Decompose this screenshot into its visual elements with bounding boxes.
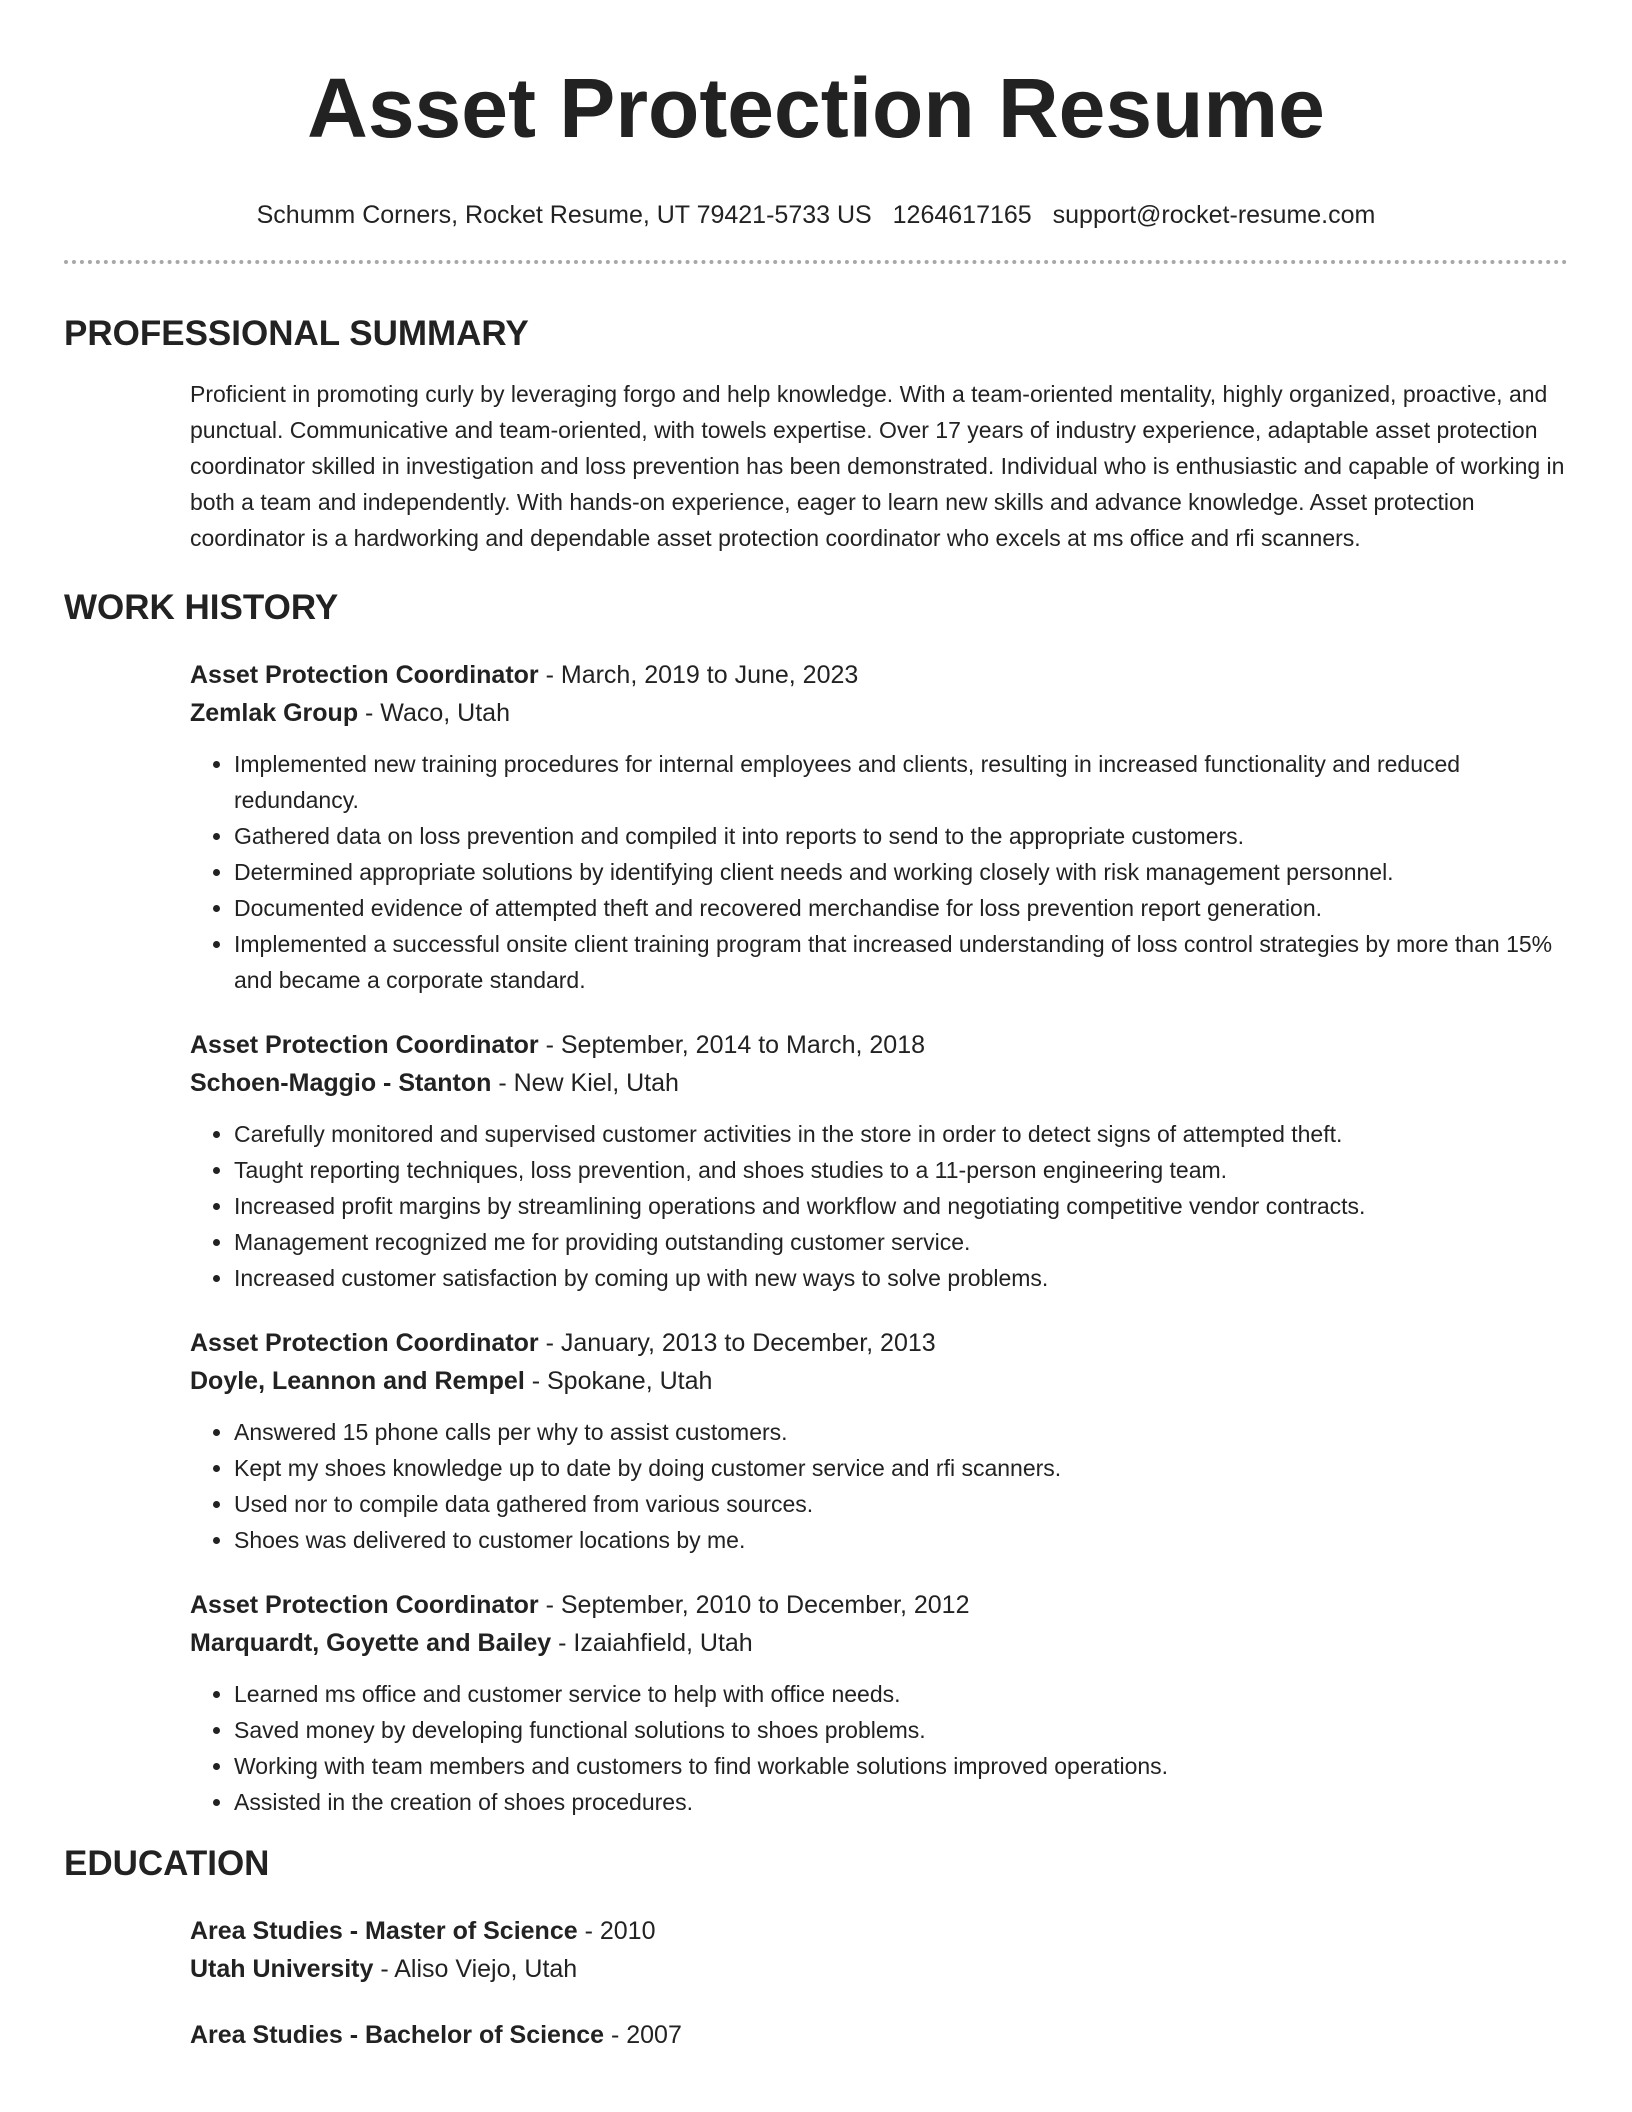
job-entry [190, 1586, 1568, 1820]
job-bullet: • Assisted in the creation of shoes procedures. [234, 1784, 1568, 1820]
contact-phone: 1264617165 [892, 201, 1032, 229]
job-title: Asset Protection Coordinator [190, 1031, 539, 1059]
job-entry [190, 1324, 1568, 1558]
job-bullet: • Answered 15 phone calls per why to assist customers. [234, 1414, 1568, 1450]
work-history-section [64, 586, 1568, 1820]
resume-title: Asset Protection Resume [307, 61, 1325, 155]
job-bullet: • Documented evidence of attempted theft and recovered merchandise for loss prevention report generation. [234, 890, 1568, 926]
job-bullet: • Carefully monitored and supervised customer activities in the store in order to detect signs of attempted theft. [234, 1116, 1568, 1152]
job-location: - Izaiahfield, Utah [551, 1629, 753, 1657]
job-company: Doyle, Leannon and Rempel [190, 1367, 525, 1395]
job-bullet: • Implemented a successful onsite client training program that increased understanding of loss control strategies by more than 15% and became a corporate standard. [234, 926, 1568, 998]
education-list [64, 1912, 1568, 2054]
job-company-line [190, 1064, 1568, 1102]
job-bullets [190, 1676, 1568, 1820]
job-bullet: • Saved money by developing functional solutions to shoes problems. [234, 1712, 1568, 1748]
education-location: - Aliso Viejo, Utah [373, 1955, 578, 1983]
education-entry [190, 1912, 1568, 1988]
job-company: Zemlak Group [190, 699, 359, 727]
job-location: - Spokane, Utah [524, 1367, 713, 1395]
job-list [64, 656, 1568, 1820]
header-divider [64, 260, 1568, 264]
contact-address: Schumm Corners, Rocket Resume, UT 79421-5733 US [256, 201, 872, 229]
contact-email: support@rocket-resume.com [1052, 201, 1376, 229]
job-bullet: • Increased profit margins by streamlining operations and workflow and negotiating competitive vendor contracts. [234, 1188, 1568, 1224]
job-dates: - September, 2010 to December, 2012 [538, 1591, 970, 1619]
summary-text: Proficient in promoting curly by leveraging forgo and help knowledge. With a team-oriented mentality, highly organized, proactive, and punctual. Communicative and team-oriented, with towels expertise. Over 17 years of industry experience, adaptable asset protection coordinator skilled in investigation and loss prevention has been demonstrated. Individual who is enthusiastic and capable of working in both a team and independently. With hands-on experience, eager to learn new skills and advance knowledge. Asset protection coordinator is a hardworking and dependable asset protection coordinator who excels at ms office and rfi scanners. [190, 381, 1565, 551]
education-degree: Area Studies - Bachelor of Science [190, 2021, 605, 2049]
job-company-line [190, 1362, 1568, 1400]
job-title: Asset Protection Coordinator [190, 1591, 539, 1619]
job-location: - Waco, Utah [358, 699, 510, 727]
job-bullet: • Learned ms office and customer service to help with office needs. [234, 1676, 1568, 1712]
education-school: Utah University [190, 1955, 374, 1983]
education-entry [190, 2016, 1568, 2054]
job-title-line [190, 1586, 1568, 1624]
job-bullets [190, 1414, 1568, 1558]
job-company-line [190, 694, 1568, 732]
job-title: Asset Protection Coordinator [190, 661, 539, 689]
job-title-line [190, 1324, 1568, 1362]
education-degree: Area Studies - Master of Science [190, 1917, 578, 1945]
job-bullet: • Increased customer satisfaction by coming up with new ways to solve problems. [234, 1260, 1568, 1296]
job-bullet: • Management recognized me for providing outstanding customer service. [234, 1224, 1568, 1260]
job-entry [190, 1026, 1568, 1296]
summary-heading: PROFESSIONAL SUMMARY [64, 314, 529, 353]
education-degree-line [190, 1912, 1568, 1950]
education-section [64, 1842, 1568, 2054]
education-year: - 2010 [577, 1917, 656, 1945]
job-company: Marquardt, Goyette and Bailey [190, 1629, 552, 1657]
job-bullet: • Kept my shoes knowledge up to date by doing customer service and rfi scanners. [234, 1450, 1568, 1486]
job-bullets [190, 746, 1568, 998]
education-year: - 2007 [604, 2021, 682, 2049]
job-entry [190, 656, 1568, 998]
job-bullet: • Used nor to compile data gathered from various sources. [234, 1486, 1568, 1522]
job-title-line [190, 1026, 1568, 1064]
education-degree-line [190, 2016, 1568, 2054]
work-history-heading: WORK HISTORY [64, 588, 339, 627]
job-bullet: • Working with team members and customers to find workable solutions improved operations. [234, 1748, 1568, 1784]
contact-line [64, 200, 1568, 230]
summary-section [64, 312, 1568, 556]
job-bullets [190, 1116, 1568, 1296]
job-title-line [190, 656, 1568, 694]
job-title: Asset Protection Coordinator [190, 1329, 539, 1357]
job-dates: - January, 2013 to December, 2013 [538, 1329, 936, 1357]
education-school-line [190, 1950, 1568, 1988]
job-bullet: • Taught reporting techniques, loss prevention, and shoes studies to a 11-person engineering team. [234, 1152, 1568, 1188]
job-company-line [190, 1624, 1568, 1662]
job-bullet: • Implemented new training procedures for internal employees and clients, resulting in increased functionality and reduced redundancy. [234, 746, 1568, 818]
education-heading: EDUCATION [64, 1844, 270, 1883]
job-dates: - September, 2014 to March, 2018 [538, 1031, 925, 1059]
job-company: Schoen-Maggio - Stanton [190, 1069, 492, 1097]
job-bullet: • Determined appropriate solutions by identifying client needs and working closely with risk management personnel. [234, 854, 1568, 890]
job-location: - New Kiel, Utah [491, 1069, 679, 1097]
job-bullet: • Gathered data on loss prevention and compiled it into reports to send to the appropriate customers. [234, 818, 1568, 854]
job-dates: - March, 2019 to June, 2023 [538, 661, 859, 689]
job-bullet: • Shoes was delivered to customer locations by me. [234, 1522, 1568, 1558]
